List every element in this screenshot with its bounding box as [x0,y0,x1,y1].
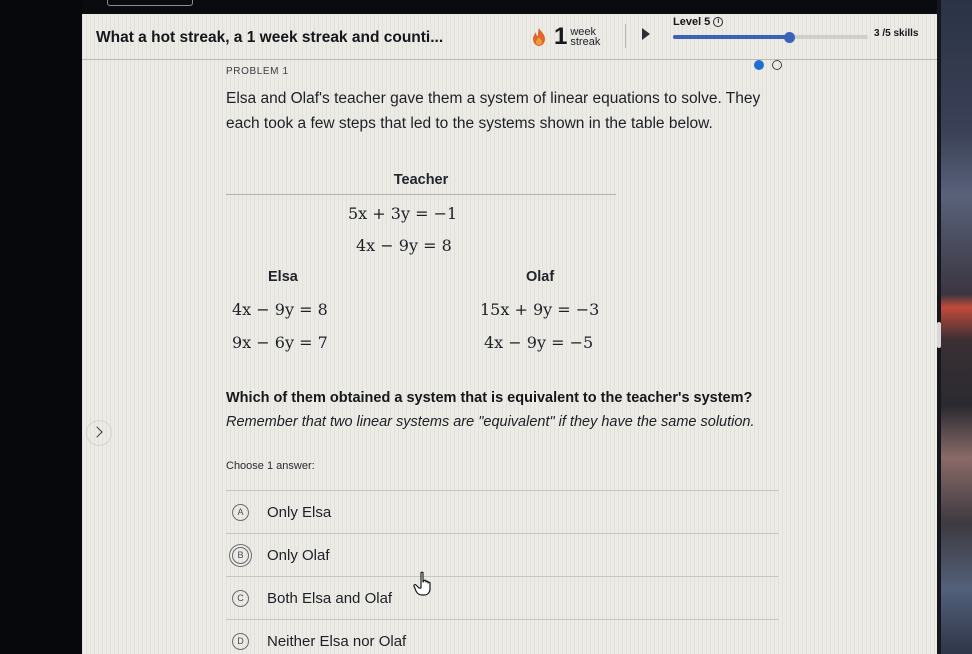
answer-choices [226,490,778,654]
background-outside-screen [937,0,972,654]
choice-c-text: Both Elsa and Olaf [267,589,393,607]
exercise-header [82,14,937,60]
chevron-right-icon [91,426,102,437]
choice-a[interactable] [226,490,778,533]
choice-d-text: Neither Elsa nor Olaf [267,632,407,650]
choose-label: Choose 1 answer: [226,460,315,472]
play-icon[interactable] [642,28,650,40]
problem-intro: Elsa and Olaf's teacher gave them a system of linear equations to solve. They each took a few steps that led to the systems shown in the table below. [226,90,761,132]
streak-unit-week: week [570,26,597,38]
elsa-heading: Elsa [268,269,298,285]
olaf-heading: Olaf [526,269,555,285]
streak-unit [570,27,600,47]
choice-d[interactable] [226,619,778,654]
level-progress-fill [673,35,789,39]
problem-label: PROBLEM 1 [226,66,289,77]
info-icon[interactable]: i [713,17,723,27]
header-title: What a hot streak, a 1 week streak and counti... [96,29,444,46]
skills-count: 3 /5 skills [874,28,919,39]
olaf-equation-1: 15x + 9y = −3 [480,300,600,319]
teacher-equation-1: 5x + 3y = −1 [348,204,458,223]
browser-tab-outline [107,0,193,6]
header-divider [625,24,626,48]
choice-b[interactable] [226,533,778,576]
hand-pointer-cursor-icon [413,571,437,597]
problem-pagination [754,60,782,70]
streak-indicator[interactable] [532,23,600,51]
olaf-equation-2: 4x − 9y = −5 [484,333,594,352]
scrollbar-thumb[interactable] [937,322,941,348]
monitor-bezel-top [0,0,972,14]
exercise-screen [82,14,937,654]
pagination-dot-1[interactable] [754,60,764,70]
radio-b[interactable]: B [232,547,249,564]
level-progress-bar [673,35,868,39]
level-progress-knob [784,32,795,43]
question-hint: Remember that two linear systems are "equivalent" if they have the same solution. [226,414,755,430]
level-text: Level 5 [673,16,711,28]
choice-a-text: Only Elsa [267,503,332,521]
radio-c[interactable]: C [232,590,249,607]
question-text: Which of them obtained a system that is equivalent to the teacher's system? [226,390,753,406]
flame-icon [532,28,546,46]
monitor-bezel-left [0,0,82,654]
radio-d[interactable]: D [232,633,249,650]
elsa-equation-2: 9x − 6y = 7 [232,333,328,352]
pagination-dot-2[interactable] [772,60,782,70]
teacher-equation-2: 4x − 9y = 8 [356,236,452,255]
expand-sidebar-button[interactable] [86,420,112,446]
level-label [673,16,723,28]
streak-count: 1 [554,23,568,50]
teacher-heading: Teacher [226,172,616,195]
radio-a[interactable]: A [232,504,249,521]
choice-b-text: Only Olaf [267,546,330,564]
streak-unit-streak: streak [570,36,601,48]
choice-c[interactable] [226,576,778,619]
elsa-equation-1: 4x − 9y = 8 [232,300,328,319]
